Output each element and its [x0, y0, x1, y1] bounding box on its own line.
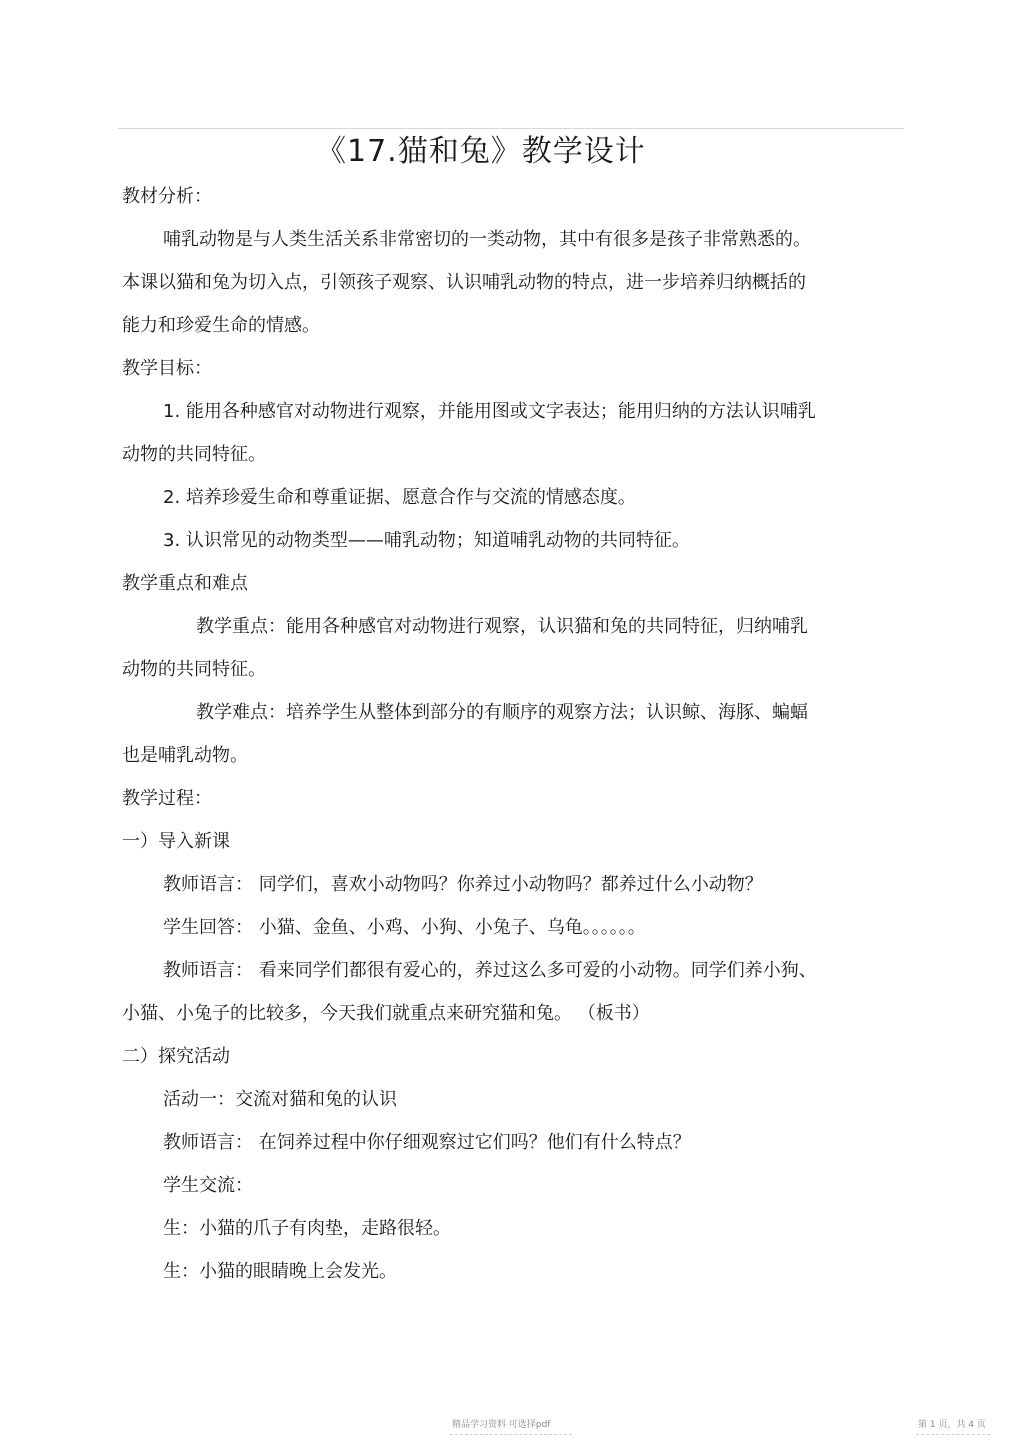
- footer-dashed-rule: [916, 1434, 990, 1435]
- heading-teaching-goals: 教学目标：: [122, 358, 212, 379]
- difficult-point-cont: 也是哺乳动物。: [122, 745, 248, 766]
- key-point: 教学重点：能用各种感官对动物进行观察，认识猫和兔的共同特征，归纳哺乳: [196, 616, 808, 637]
- key-point-cont: 动物的共同特征。: [122, 659, 266, 680]
- goal-item-1-cont: 动物的共同特征。: [122, 444, 266, 465]
- heading-teaching-process: 教学过程：: [122, 788, 212, 809]
- paragraph-line: 本课以猫和兔为切入点，引领孩子观察、认识哺乳动物的特点，进一步培养归纳概括的: [122, 272, 806, 293]
- paragraph-line: 能力和珍爱生命的情感。: [122, 315, 320, 336]
- footer-center-text: 精品学习资料 可选择pdf: [452, 1420, 551, 1430]
- dialogue-line: 学生回答： 小猫、金鱼、小鸡、小狗、小兔子、乌龟。。。。。。: [163, 917, 646, 938]
- heading-material-analysis: 教材分析：: [122, 186, 212, 207]
- activity-title: 活动一：交流对猫和兔的认识: [163, 1089, 397, 1110]
- goal-item-3: 3. 认识常见的动物类型——哺乳动物；知道哺乳动物的共同特征。: [163, 530, 690, 551]
- difficult-point: 教学难点：培养学生从整体到部分的有顺序的观察方法；认识鲸、海豚、蝙蝠: [196, 702, 808, 723]
- goal-item-1: 1. 能用各种感官对动物进行观察，并能用图或文字表达；能用归纳的方法认识哺乳: [163, 401, 816, 422]
- document-title: 《17.猫和兔》教学设计: [316, 134, 646, 169]
- dialogue-line: 教师语言： 同学们，喜欢小动物吗？你养过小动物吗？都养过什么小动物？: [163, 874, 763, 895]
- dialogue-line-cont: 小猫、小兔子的比较多，今天我们就重点来研究猫和兔。 （板书）: [122, 1003, 650, 1024]
- student-answer: 生：小猫的眼睛晚上会发光。: [163, 1261, 397, 1282]
- footer-page-number: 第 1 页，共 4 页: [918, 1420, 986, 1430]
- dialogue-line: 教师语言： 在饲养过程中你仔细观察过它们吗？他们有什么特点？: [163, 1132, 691, 1153]
- paragraph-line: 哺乳动物是与人类生活关系非常密切的一类动物，其中有很多是孩子非常熟悉的。: [163, 229, 811, 250]
- section-explore: 二）探究活动: [122, 1046, 230, 1067]
- footer-dashed-rule: [450, 1434, 572, 1435]
- top-rule: [118, 128, 904, 129]
- heading-key-points: 教学重点和难点: [122, 573, 248, 594]
- section-intro: 一）导入新课: [122, 831, 230, 852]
- dialogue-line: 学生交流：: [163, 1175, 253, 1196]
- dialogue-line: 教师语言： 看来同学们都很有爱心的，养过这么多可爱的小动物。同学们养小狗、: [163, 960, 817, 981]
- student-answer: 生：小猫的爪子有肉垫，走路很轻。: [163, 1218, 451, 1239]
- goal-item-2: 2. 培养珍爱生命和尊重证据、愿意合作与交流的情感态度。: [163, 487, 636, 508]
